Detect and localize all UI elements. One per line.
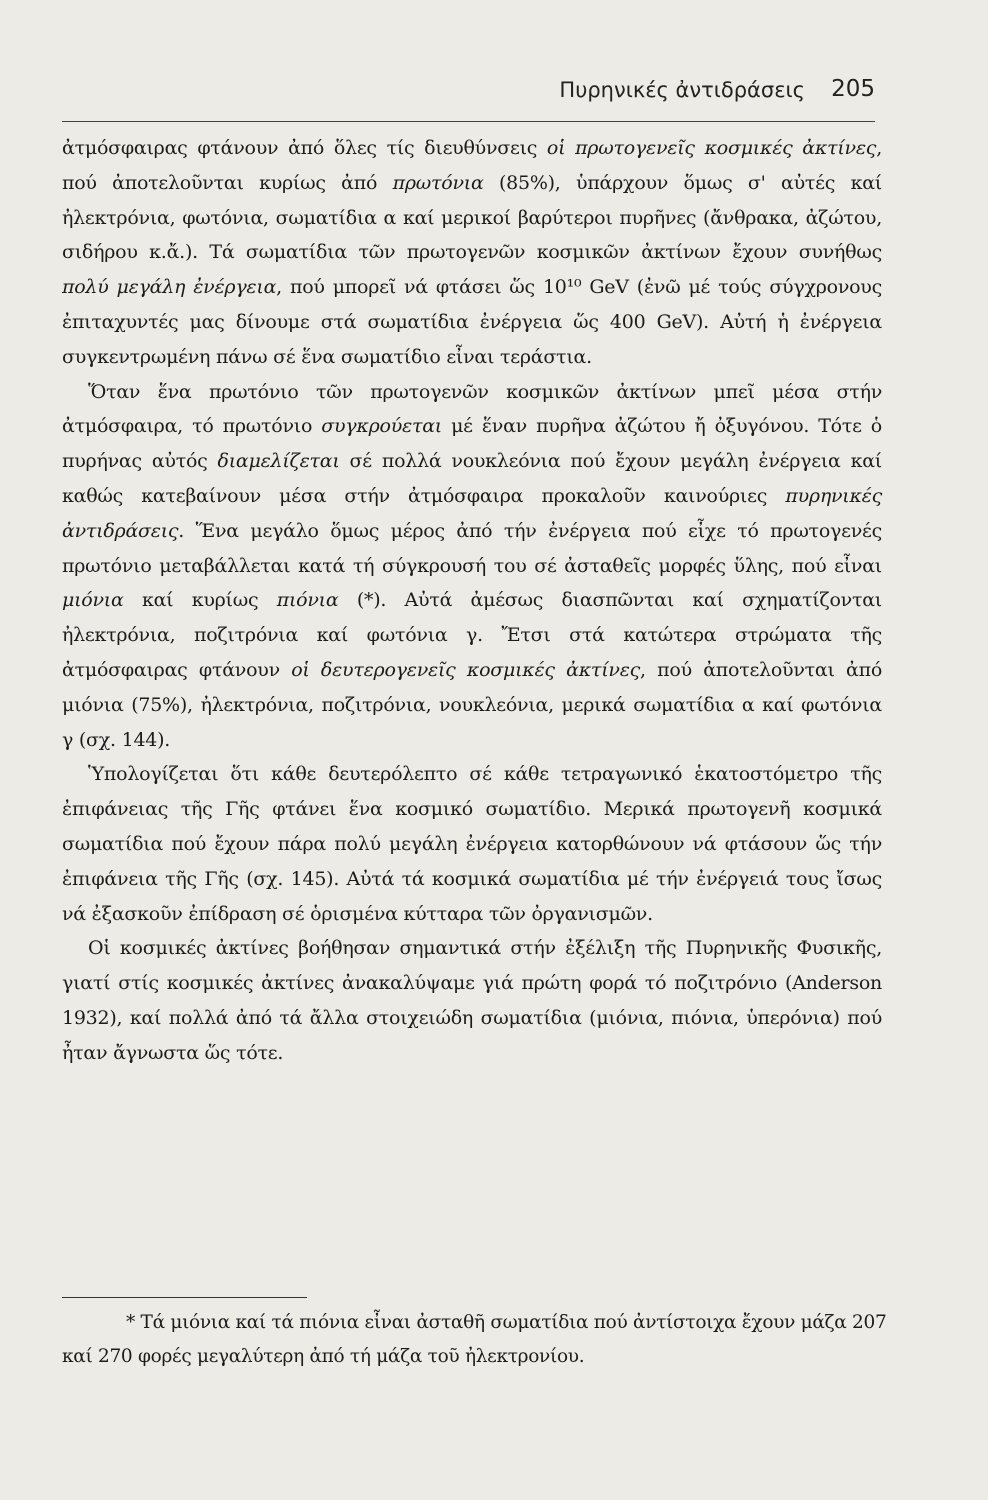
italic-term: συγκρούεται bbox=[321, 415, 442, 438]
italic-term: πολύ μεγάλη ἐνέργεια bbox=[62, 276, 277, 299]
text-run: , πού ἀποτελοῦνται κυρίως ἀπό bbox=[62, 137, 882, 194]
header-rule bbox=[62, 121, 875, 122]
paragraph bbox=[62, 131, 882, 375]
text-run: (85%), ὑπάρχουν ὅμως σ' αὐτές καί ἠλεκτρόνια, φωτόνια, σωματίδια α καί μερικοί βαρύτεροι πυρῆνες (ἄνθρακα, ἀζώτου, σιδήρου κ.ἄ.). Τά σωματίδια τῶν πρωτογενῶν κοσμικῶν ἀκτίνων ἔχουν συνήθως bbox=[62, 171, 882, 264]
running-title: Πυρηνικές ἀντιδράσεις bbox=[559, 78, 805, 102]
text-run: Ὅταν ἕνα πρωτόνιο τῶν πρωτογενῶν κοσμικῶν ἀκτίνων μπεῖ μέσα στήν ἀτμόσφαιρα, τό πρωτόνιο bbox=[62, 380, 882, 438]
text-run: , πού μπορεῖ νά φτάσει ὥς 10¹⁰ GeV (ἐνῶ μέ τούς σύγχρονους ἐπιταχυντές μας δίνουμε στά σωματίδια ἐνέργεια ὥς 400 GeV). Αὐτή ἡ ἐνέργεια συγκεντρωμένη πάνω σέ ἕνα σωματίδιο εἶναι τεράστια. bbox=[62, 276, 882, 368]
footnote bbox=[62, 1306, 892, 1374]
italic-term: πυρηνικές ἀντιδράσεις bbox=[62, 484, 882, 542]
paragraph bbox=[62, 375, 882, 758]
text-run: , πού ἀποτελοῦνται ἀπό μιόνια (75%), ἠλεκτρόνια, ποζιτρόνια, νουκλεόνια, μερικά σωματίδια α καί φωτόνια γ (σχ. 144). bbox=[62, 658, 883, 751]
paragraph bbox=[62, 757, 882, 931]
italic-term: διαμελίζεται bbox=[217, 450, 340, 473]
italic-term: οἱ πρωτογενεῖς κοσμικές ἀκτίνες bbox=[546, 137, 877, 159]
italic-term: μιόνια bbox=[62, 589, 124, 612]
footnote-rule bbox=[62, 1297, 307, 1298]
text-run: ἀτμόσφαιρας φτάνουν ἀπό ὅλες τίς διευθύνσεις bbox=[62, 137, 547, 159]
italic-term: πιόνια bbox=[276, 589, 339, 612]
text-run: σέ πολλά νουκλεόνια πού ἔχουν μεγάλη ἐνέργεια καί καθώς κατεβαίνουν μέσα στήν ἀτμόσφαιρα προκαλοῦν καινούριες bbox=[62, 450, 882, 507]
paragraph bbox=[62, 931, 882, 1070]
page-number: 205 bbox=[831, 76, 875, 102]
text-run: . Ἕνα μεγάλο ὅμως μέρος ἀπό τήν ἐνέργεια πού εἶχε τό πρωτογενές πρωτόνιο μεταβάλλεται κατά τή σύγκρουσή του σέ ἀσταθεῖς μορφές ὕλης, πού εἶναι bbox=[62, 519, 882, 577]
footnote-text: * Τά μιόνια καί τά πιόνια εἶναι ἀσταθῆ σωματίδια πού ἀντίστοιχα ἔχουν μάζα 207 καί 270 φορές μεγαλύτερη ἀπό τή μάζα τοῦ ἠλεκτρονίου. bbox=[62, 1312, 887, 1367]
text-run: Οἱ κοσμικές ἀκτίνες βοήθησαν σημαντικά στήν ἐξέλιξη τῆς Πυρηνικῆς Φυσικῆς, γιατί στίς κοσμικές ἀκτίνες ἀνακαλύψαμε γιά πρώτη φορά τό ποζιτρόνιο (Anderson 1932), καί πολλά ἀπό τά ἄλλα στοιχειώδη σωματίδια (μιόνια, πιόνια, ὑπερόνια) πού ἦταν ἄγνωστα ὥς τότε. bbox=[62, 937, 882, 1064]
page-header bbox=[62, 76, 875, 110]
text-run: μέ ἕναν πυρῆνα ἀζώτου ἤ ὀξυγόνου. Τότε ὁ πυρήνας αὐτός bbox=[62, 415, 882, 473]
italic-term: οἱ δευτερογενεῖς κοσμικές ἀκτίνες bbox=[291, 658, 641, 681]
text-run: (*). Αὐτά ἀμέσως διασπῶνται καί σχηματίζονται ἠλεκτρόνια, ποζιτρόνια καί φωτόνια γ. Ἔτσι στά κατώτερα στρώματα τῆς ἀτμόσφαιρας φτάνουν bbox=[62, 589, 882, 681]
text-run: καί κυρίως bbox=[123, 589, 277, 612]
body-text bbox=[62, 131, 882, 1071]
italic-term: πρωτόνια bbox=[392, 171, 484, 194]
text-run: Ὑπολογίζεται ὅτι κάθε δευτερόλεπτο σέ κάθε τετραγωνικό ἑκατοστόμετρο τῆς ἐπιφάνειας τῆς Γῆς φτάνει ἕνα κοσμικό σωματίδιο. Μερικά πρωτογενῆ κοσμικά σωματίδια πού ἔχουν πάρα πολύ μεγάλη ἐνέργεια κατορθώνουν νά φτάσουν ὥς τήν ἐπιφάνεια τῆς Γῆς (σχ. 145). Αὐτά τά κοσμικά σωματίδια μέ τήν ἐνέργειά τους ἴσως νά ἐξασκοῦν ἐπίδραση σέ ὁρισμένα κύτταρα τῶν ὀργανισμῶν. bbox=[62, 763, 882, 925]
